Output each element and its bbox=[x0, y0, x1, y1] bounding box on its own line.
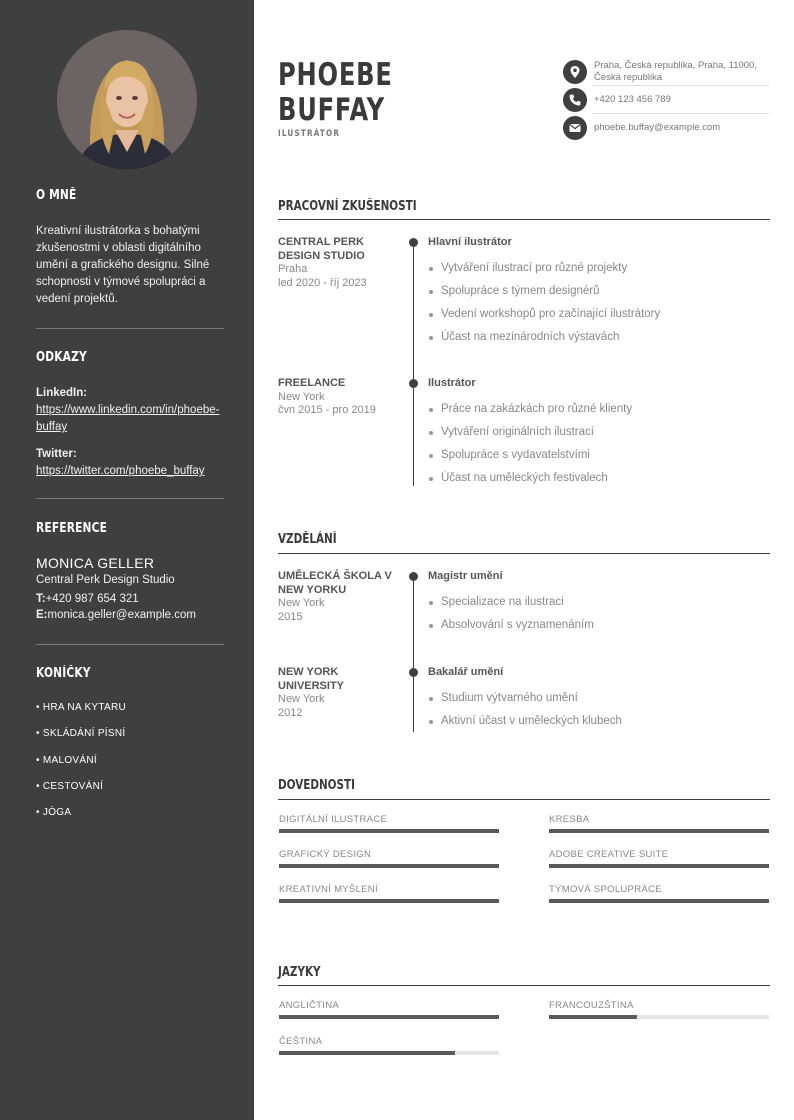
email-value: monica.geller@example.com bbox=[47, 609, 196, 621]
language-bar bbox=[279, 1051, 455, 1055]
timeline-line bbox=[413, 242, 414, 486]
divider bbox=[36, 498, 224, 499]
email-label: E: bbox=[36, 609, 48, 621]
timeline-dot bbox=[409, 668, 418, 677]
reference-title: REFERENCE bbox=[36, 521, 108, 536]
list-item: Aktivní účast v uměleckých klubech bbox=[428, 714, 622, 737]
skill-item: DIGITÁLNÍ ILUSTRACE bbox=[279, 814, 499, 833]
education-org: NEW YORK UNIVERSITY New York 2012 bbox=[278, 666, 345, 719]
person-name bbox=[278, 58, 393, 128]
link-linkedin bbox=[36, 385, 224, 436]
skill-item: TÝMOVÁ SPOLUPRÁCE bbox=[549, 884, 769, 903]
list-item: Vytváření originálních ilustrací bbox=[428, 425, 632, 448]
contact-phone bbox=[563, 88, 769, 112]
about-title: O MNĚ bbox=[36, 188, 77, 203]
reference-email bbox=[36, 609, 196, 621]
skill-bar bbox=[549, 829, 769, 833]
list-item: Vedení workshopů pro začínající ilustrátory bbox=[428, 307, 660, 330]
degree-title: Bakalář umění bbox=[428, 666, 504, 678]
timeline-dot bbox=[409, 379, 418, 388]
first-name: PHOEBE bbox=[278, 57, 393, 93]
skill-bar bbox=[549, 899, 769, 903]
avatar bbox=[57, 30, 197, 170]
list-item: Práce na zakázkách pro různé klienty bbox=[428, 402, 632, 425]
skill-bar bbox=[279, 829, 499, 833]
divider bbox=[36, 644, 224, 645]
list-item: Vytváření ilustrací pro různé projekty bbox=[428, 261, 660, 284]
linkedin-url[interactable]: https://www.linkedin.com/in/phoebe-buffay bbox=[36, 404, 220, 433]
skill-item: KRESBA bbox=[549, 814, 769, 833]
section-divider bbox=[278, 219, 770, 220]
phone-text: +420 123 456 789 bbox=[594, 94, 671, 105]
job-duties bbox=[428, 402, 632, 494]
reference-phone bbox=[36, 593, 139, 605]
hobbies-title: KONÍČKY bbox=[36, 666, 91, 681]
about-text: Kreativní ilustrátorka s bohatými zkušenostmi v oblasti digitálního umění a grafického designu. Silné schopnosti v týmové spolupráci a vedení projektů. bbox=[36, 225, 210, 305]
experience-org: FREELANCE New York čvn 2015 - pro 2019 bbox=[278, 377, 376, 416]
language-item: FRANCOUZŠTINA bbox=[549, 1000, 769, 1019]
link-label: LinkedIn: bbox=[36, 387, 88, 399]
email-text: phoebe.buffay@example.com bbox=[594, 122, 721, 133]
experience-title: PRACOVNÍ ZKUŠENOSTI bbox=[278, 199, 417, 214]
degree-details bbox=[428, 595, 594, 641]
skills-title: DOVEDNOSTI bbox=[278, 778, 355, 793]
language-bar bbox=[549, 1015, 637, 1019]
skill-item: KREATIVNÍ MYŠLENÍ bbox=[279, 884, 499, 903]
hobby-item: • SKLÁDÁNÍ PÍSNÍ bbox=[36, 728, 126, 739]
sidebar bbox=[0, 0, 254, 1120]
section-divider bbox=[278, 799, 770, 800]
education-org: UMĚLECKÁ ŠKOLA V NEW YORKU New York 2015 bbox=[278, 570, 392, 623]
education-title: VZDĚLÁNÍ bbox=[278, 532, 337, 547]
phone-label: T: bbox=[36, 593, 46, 605]
hobby-item: • JÓGA bbox=[36, 807, 72, 818]
list-item: Studium výtvarného umění bbox=[428, 691, 622, 714]
contact-address bbox=[563, 60, 769, 84]
hobby-item: • CESTOVÁNÍ bbox=[36, 781, 104, 792]
hobby-item: • MALOVÁNÍ bbox=[36, 755, 97, 766]
skill-item: GRAFICKÝ DESIGN bbox=[279, 849, 499, 868]
link-twitter bbox=[36, 446, 224, 480]
language-item: ČEŠTINA bbox=[279, 1036, 499, 1055]
job-duties bbox=[428, 261, 660, 353]
portrait-photo bbox=[57, 30, 197, 170]
degree-title: Magistr umění bbox=[428, 570, 503, 582]
contact-email bbox=[563, 116, 769, 140]
contact-divider bbox=[593, 85, 769, 86]
section-divider bbox=[278, 553, 770, 554]
twitter-url[interactable]: https://twitter.com/phoebe_buffay bbox=[36, 465, 205, 477]
job-role: ILUSTRÁTOR bbox=[278, 129, 341, 139]
hobby-item: • HRA NA KYTARU bbox=[36, 702, 127, 713]
last-name: BUFFAY bbox=[278, 92, 385, 128]
job-title: Ilustrátor bbox=[428, 377, 476, 389]
link-label: Twitter: bbox=[36, 448, 77, 460]
phone-icon bbox=[563, 88, 587, 112]
language-item: ANGLIČTINA bbox=[279, 1000, 499, 1019]
list-item: Spolupráce s vydavatelstvími bbox=[428, 448, 632, 471]
timeline-dot bbox=[409, 572, 418, 581]
list-item: Účast na mezinárodních výstavách bbox=[428, 330, 660, 353]
reference-company: Central Perk Design Studio bbox=[36, 574, 175, 586]
timeline-line bbox=[413, 576, 414, 732]
skill-bar bbox=[549, 864, 769, 868]
degree-details bbox=[428, 691, 622, 737]
timeline-dot bbox=[409, 238, 418, 247]
address-text: Praha, Česká republika, Praha, 11000, Česká republika bbox=[594, 60, 758, 83]
list-item: Účast na uměleckých festivalech bbox=[428, 471, 632, 494]
section-divider bbox=[278, 985, 770, 986]
envelope-icon bbox=[563, 116, 587, 140]
skill-item: ADOBE CREATIVE SUITE bbox=[549, 849, 769, 868]
contact-divider bbox=[593, 113, 769, 114]
skill-bar bbox=[279, 864, 499, 868]
divider bbox=[36, 328, 224, 329]
job-title: Hlavní ilustrátor bbox=[428, 236, 512, 248]
experience-org: CENTRAL PERK DESIGN STUDIO Praha led 2020 - říj 2023 bbox=[278, 236, 367, 289]
skill-bar bbox=[279, 899, 499, 903]
list-item: Specializace na ilustraci bbox=[428, 595, 594, 618]
list-item: Absolvování s vyznamenáním bbox=[428, 618, 594, 641]
reference-name: MONICA GELLER bbox=[36, 555, 155, 571]
language-bar bbox=[279, 1015, 499, 1019]
links-title: ODKAZY bbox=[36, 350, 87, 365]
list-item: Spolupráce s týmem designérů bbox=[428, 284, 660, 307]
languages-title: JAZYKY bbox=[278, 965, 321, 980]
phone-value: +420 987 654 321 bbox=[45, 593, 139, 605]
location-pin-icon bbox=[563, 60, 587, 84]
